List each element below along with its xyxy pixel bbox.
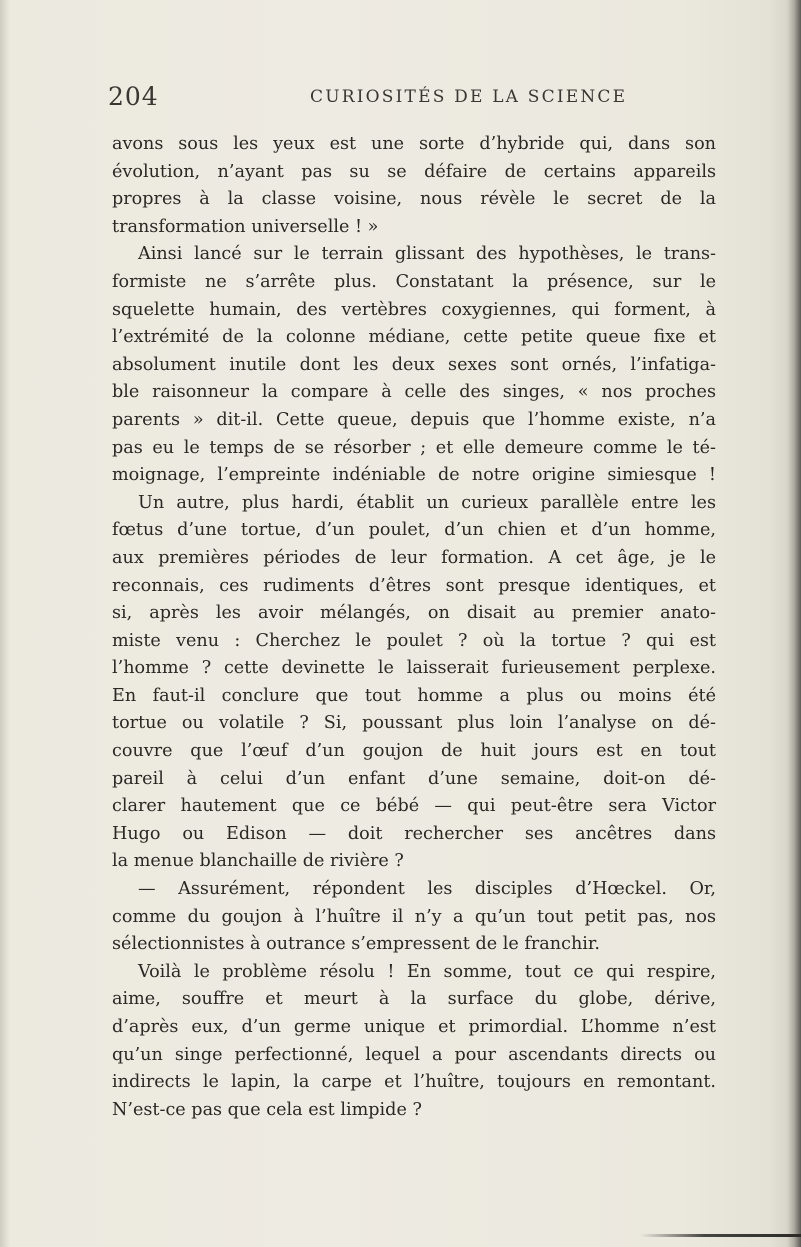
text-line: squelette humain, des vertèbres coxygiennes, qui forment, à [112, 299, 716, 320]
text-line: fœtus d’une tortue, d’un poulet, d’un chien et d’un homme, [112, 520, 716, 541]
text-line: — Assurément, répondent les disciples d’Hœckel. Or, [138, 879, 716, 900]
text-line: pas eu le temps de se résorber ; et elle demeure comme le té- [112, 437, 716, 458]
text-line: N’est-ce pas que cela est limpide ? [112, 1099, 422, 1120]
text-line: tortue ou volatile ? Si, poussant plus loin l’analyse on dé- [112, 713, 716, 734]
text-line: Un autre, plus hardi, établit un curieux parallèle entre les [138, 492, 716, 513]
text-line: En faut-il conclure que tout homme a plus ou moins été [112, 685, 716, 706]
text-line: aux premières périodes de leur formation. A cet âge, je le [112, 547, 716, 568]
text-line: reconnais, ces rudiments d’êtres sont presque identiques, et [112, 575, 716, 596]
body-text [112, 131, 716, 1124]
text-line: formiste ne s’arrête plus. Constatant la présence, sur le [112, 271, 716, 292]
text-line: aime, souffre et meurt à la surface du globe, dérive, [112, 989, 716, 1010]
page-number: 204 [108, 82, 159, 111]
text-line: Hugo ou Edison — doit rechercher ses ancêtres dans [112, 823, 716, 844]
text-line: la menue blanchaille de rivière ? [112, 851, 404, 872]
text-line: Ainsi lancé sur le terrain glissant des hypothèses, le trans- [138, 244, 716, 265]
text-line: l’extrémité de la colonne médiane, cette petite queue fixe et [112, 327, 716, 348]
text-line: indirects le lapin, la carpe et l’huître, toujours en remontant. [112, 1072, 716, 1093]
text-line: parents » dit-il. Cette queue, depuis que l’homme existe, n’a [112, 409, 716, 430]
text-line: Voilà le problème résolu ! En somme, tout ce qui respire, [138, 961, 716, 982]
text-line: d’après eux, d’un germe unique et primordial. L’homme n’est [112, 1017, 716, 1037]
text-line: si, après les avoir mélangés, on disait au premier anato- [112, 603, 716, 624]
page-edge-shadow [787, 0, 801, 1247]
text-line: l’homme ? cette devinette le laisserait furieusement perplexe. [112, 658, 716, 679]
text-line: pareil à celui d’un enfant d’une semaine, doit-on dé- [112, 768, 716, 789]
page-header [0, 78, 801, 118]
text-line: couvre que l’œuf d’un goujon de huit jours est en tout [112, 741, 716, 762]
text-line: sélectionnistes à outrance s’empressent de le franchir. [112, 934, 600, 955]
page-edge-rule [640, 1234, 801, 1237]
text-line: avons sous les yeux est une sorte d’hybride qui, dans son [112, 134, 716, 154]
text-line: miste venu : Cherchez le poulet ? où la tortue ? qui est [112, 630, 716, 651]
text-line: absolument inutile dont les deux sexes sont ornés, l’infatiga- [112, 354, 716, 375]
running-title: CURIOSITÉS DE LA SCIENCE [310, 87, 628, 107]
text-line: qu’un singe perfectionné, lequel a pour ascendants directs ou [112, 1044, 716, 1065]
text-line: moignage, l’empreinte indéniable de notre origine simiesque ! [112, 465, 716, 486]
text-line: transformation universelle ! » [112, 216, 379, 237]
text-line: comme du goujon à l’huître il n’y a qu’un tout petit pas, nos [112, 906, 716, 927]
text-line: clarer hautement que ce bébé — qui peut-être sera Victor [112, 796, 716, 817]
page-gutter-shadow [0, 0, 10, 1247]
text-line: ble raisonneur la compare à celle des singes, « nos proches [112, 382, 716, 403]
text-line: propres à la classe voisine, nous révèle le secret de la [112, 189, 716, 210]
text-line: évolution, n’ayant pas su se défaire de certains appareils [112, 161, 716, 182]
